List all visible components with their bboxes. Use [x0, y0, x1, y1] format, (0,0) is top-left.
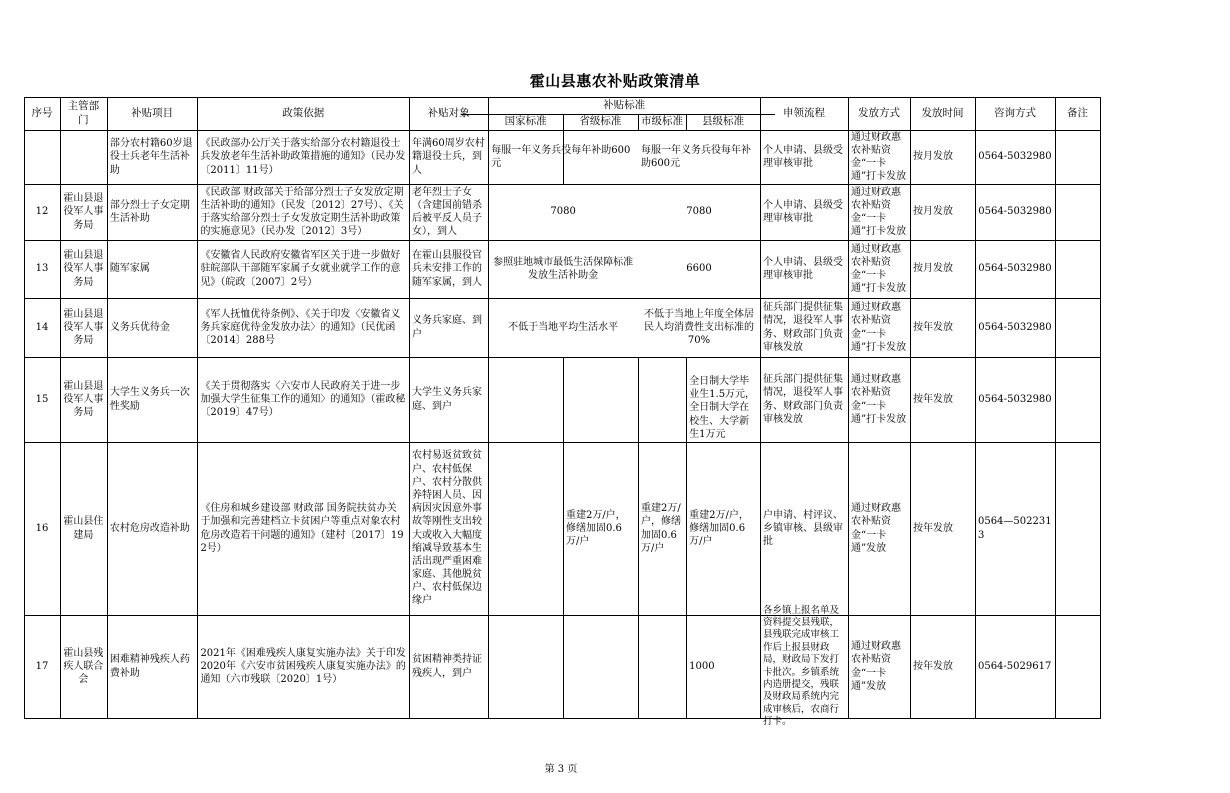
policy-table [24, 97, 1100, 727]
cell-item: 农村危房改造补助 [109, 522, 190, 534]
cell-remark [1055, 442, 1100, 615]
cell-time: 按年发放 [912, 522, 953, 534]
header-time: 发放时间 [921, 106, 964, 119]
cell-std-national-provincial: 不低于当地平均生活水平 [508, 321, 619, 333]
cell-dept: 霍山县住建局 [63, 516, 104, 541]
cell-item: 部分烈士子女定期生活补助 [109, 199, 190, 224]
cell-std-national [488, 442, 563, 615]
cell-seq: 16 [35, 522, 49, 534]
cell-item: 随军家属 [109, 263, 150, 275]
cell-std-provincial: 重建2万/户，修缮加固0.6万/户 [565, 509, 626, 548]
cell-object: 在霍山县服役官兵未安排工作的随军家属，到人 [411, 250, 482, 288]
cell-remark [1055, 615, 1100, 718]
header-standard-group: 补贴标准 [603, 98, 646, 111]
header-dept: 主管部门 [67, 99, 100, 126]
cell-contact: 0564—5022313 [977, 516, 1052, 541]
header-contact: 咨询方式 [993, 106, 1036, 119]
header-process: 申领流程 [782, 106, 825, 119]
cell-time: 按年发放 [912, 321, 953, 333]
cell-std-city-county: 6600 [686, 263, 712, 275]
cell-basis: 《民政部办公厅关于落实给部分农村籍退役士兵发放老年生活补助政策措施的通知》（民办发〔2011〕11号） [200, 138, 406, 176]
cell-std-provincial [563, 615, 638, 718]
header-city: 市级标准 [641, 115, 684, 128]
cell-remark [1055, 130, 1100, 184]
cell-object: 年满60周岁农村籍退役士兵，到人 [411, 138, 485, 176]
cell-std-county: 1000 [689, 660, 715, 672]
cell-method: 通过财政惠农补贴资金“一卡通”打卡发放 [851, 186, 907, 238]
cell-item: 部分农村籍60岁退役士兵老年生活补助 [109, 138, 193, 176]
cell-dept: 霍山县退役军人事务局 [63, 380, 104, 419]
cell-contact: 0564-5032980 [978, 393, 1052, 405]
header-basis: 政策依据 [282, 106, 325, 119]
cell-std-national-provincial: 7080 [550, 206, 576, 218]
cell-contact: 0564-5032980 [978, 263, 1052, 275]
cell-basis: 《军人抚恤优待条例》、《关于印发〈安徽省义务兵家庭优待金发放办法〉的通知》（民优函〔2014〕288号 [200, 308, 401, 347]
cell-std-national [488, 357, 563, 442]
cell-method: 通过财政惠农补贴资金“一卡通”打卡发放 [851, 243, 907, 295]
header-county: 县级标准 [702, 115, 745, 128]
cell-remark [1055, 298, 1100, 357]
cell-process: 户申请、村评议、乡镇审核、县级审批 [762, 509, 843, 548]
cell-process: 个人申请、县级受理审核审批 [762, 256, 843, 281]
cell-basis: 2021年《困难残疾人康复实施办法》关于印发2020年《六安市贫困残疾人康复实施办法》的通知（六市残联〔2020〕1号） [200, 647, 406, 686]
cell-std-national [488, 615, 563, 718]
header-national: 国家标准 [504, 115, 547, 128]
cell-dept: 霍山县退役军人事务局 [63, 250, 104, 288]
header-remark: 备注 [1067, 106, 1088, 119]
cell-seq: 17 [35, 660, 49, 672]
cell-basis: 《住房和城乡建设部 财政部 国务院扶贫办关于加强和完善建档立卡贫困户等重点对象农村危房改造若干问题的通知》（建村〔2017〕192号） [200, 503, 404, 554]
cell-basis: 《民政部 财政部关于给部分烈士子女发放定期生活补助的通知》（民发〔2012〕27号）、《关于落实给部分烈士子女发放定期生活补助政策的实施意见》（民办发〔2012〕3号） [200, 186, 404, 238]
cell-remark [1055, 184, 1100, 240]
cell-dept: 霍山县退役军人事务局 [63, 193, 104, 231]
cell-std-provincial [563, 357, 638, 442]
cell-seq: 15 [35, 393, 49, 405]
cell-std-city: 重建2万/户，修缮加固0.6万/户 [640, 503, 681, 554]
cell-process: 个人申请、县级受理审核审批 [762, 199, 843, 224]
cell-remark [1055, 357, 1100, 442]
cell-contact: 0564-5032980 [978, 206, 1052, 218]
page-title: 霍山县惠农补贴政策清单 [529, 72, 701, 90]
cell-time: 按月发放 [912, 263, 953, 275]
cell-remark [1055, 240, 1100, 298]
cell-dept [60, 130, 107, 184]
cell-seq: 12 [35, 206, 49, 218]
header-object: 补贴对象 [427, 106, 470, 119]
cell-std-city-county: 7080 [686, 206, 712, 218]
cell-std-city [638, 357, 686, 442]
cell-object: 义务兵家庭、到户 [411, 315, 482, 340]
cell-time: 按月发放 [912, 151, 953, 163]
cell-process: 各乡镇上报名单及资料提交县残联，县残联完成审核工作后上报县财政局，财政局下发打卡批次。乡镇系统内造册提交，残联及财政局系统内完成审核后，农商行打卡。 [762, 604, 839, 727]
cell-seq [24, 130, 60, 184]
cell-time: 按年发放 [912, 660, 953, 672]
cell-process: 个人申请、县级受理审核审批 [762, 144, 843, 169]
cell-dept: 霍山县退役军人事务局 [63, 308, 104, 347]
cell-basis: 《安徽省人民政府安徽省军区关于进一步做好驻皖部队干部随军家属子女就业就学工作的意见》（皖政〔2007〕2号） [200, 250, 401, 288]
header-item: 补贴项目 [131, 106, 174, 119]
cell-dept: 霍山县残疾人联合会 [63, 647, 104, 686]
cell-std-national-provincial: 每服一年义务兵役每年补助600元 [491, 144, 631, 169]
cell-basis: 《关于贯彻落实〈六安市人民政府关于进一步加强大学生征集工作的通知〉的通知》（霍政秘〔2019〕47号） [200, 380, 406, 419]
page-number: 第 3 页 [544, 764, 578, 775]
cell-std-national-provincial: 参照驻地城市最低生活保障标准发放生活补助金 [493, 256, 634, 281]
cell-seq: 13 [35, 263, 49, 275]
cell-item: 困难精神残疾人药费补助 [109, 654, 190, 679]
header-method: 发放方式 [857, 106, 900, 119]
cell-contact: 0564-5032980 [978, 321, 1052, 333]
cell-object: 贫困精神类持证残疾人，到户 [411, 654, 482, 679]
cell-std-county: 重建2万/户，修缮加固0.6万/户 [689, 509, 749, 548]
cell-contact: 0564-5032980 [978, 151, 1052, 163]
cell-process: 征兵部门提供征集情况，退役军人事务、财政部门负责审核发放 [762, 302, 843, 353]
cell-contact: 0564-5029617 [977, 660, 1052, 672]
cell-method: 通过财政惠农补贴资金“一卡通”发放 [851, 503, 901, 554]
cell-std-city-county: 每服一年义务兵役每年补助600元 [640, 144, 751, 169]
cell-time: 按月发放 [912, 206, 953, 218]
cell-method: 通过财政惠农补贴资金“一卡通”打卡发放 [851, 374, 907, 425]
cell-std-county: 全日制大学毕业生1.5万元，全日制大学在校生、大学新生1万元 [689, 376, 756, 440]
cell-object: 大学生义务兵家庭、到户 [411, 387, 482, 412]
cell-item: 大学生义务兵一次性奖励 [109, 387, 190, 412]
cell-seq: 14 [35, 321, 49, 333]
cell-process: 征兵部门提供征集情况，退役军人事务、财政部门负责审核发放 [762, 374, 843, 425]
cell-object: 老年烈士子女（含建国前错杀后被平反人员子女），到人 [411, 186, 482, 238]
cell-object: 农村易返贫致贫户、农村低保户、农村分散供养特困人员、因病因灾因意外事故等刚性支出较大或收入大幅度缩减导致基本生活出现严重困难家庭、其他脱贫户、农村低保边缘户 [411, 450, 482, 607]
cell-std-city-county: 不低于当地上年度全体居民人均消费性支出标准的70% [643, 308, 754, 347]
table-border-bottom [24, 718, 1100, 719]
cell-std-city [638, 615, 686, 718]
cell-item: 义务兵优待金 [109, 321, 170, 333]
cell-method: 通过财政惠农补贴资金“一卡通”打卡发放 [851, 302, 907, 353]
cell-method: 通过财政惠农补贴资金“一卡通”发放 [851, 641, 901, 692]
header-provincial: 省级标准 [579, 115, 622, 128]
cell-method: 通过财政惠农补贴资金“一卡通”打卡发放 [851, 131, 907, 183]
col-line [1100, 97, 1101, 719]
header-seq: 序号 [31, 106, 53, 119]
cell-time: 按年发放 [912, 393, 953, 405]
